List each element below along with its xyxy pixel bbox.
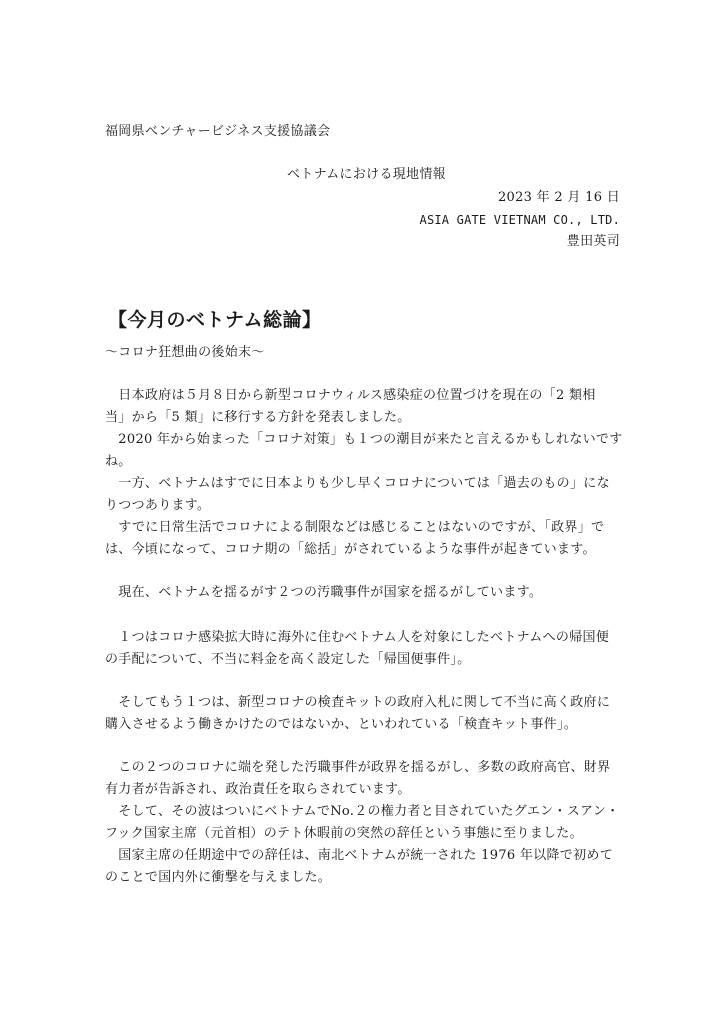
body-line: 2020 年から始まった「コロナ対策」も１つの潮目が来たと言えるかもしれないです bbox=[105, 432, 623, 447]
body-line: 日本政府は５月８日から新型コロナウィルス感染症の位置づけを現在の「2 類相 bbox=[105, 388, 596, 403]
body-line: すでに日常生活でコロナによる制限などは感じることはないのですが、「政界」で bbox=[105, 520, 605, 535]
body-line: そして、その波はついにベトナムでNo.２の権力者と目されていたグエン・スアン・ bbox=[105, 804, 620, 819]
body-line: ね。 bbox=[105, 454, 132, 469]
author-name: 豊田英司 bbox=[566, 234, 620, 249]
body-line: のことで国内外に衝撃を与えました。 bbox=[105, 870, 332, 885]
body-line: 現在、ベトナムを揺るがす２つの汚職事件が国家を揺るがしています。 bbox=[105, 585, 543, 600]
body-line: １つはコロナ感染拡大時に海外に住むベトナム人を対象にしたベトナムへの帰国便 bbox=[105, 630, 610, 645]
organization-name: 福岡県ベンチャービジネス支援協議会 bbox=[105, 124, 331, 139]
company-name: ASIA GATE VIETNAM CO., LTD. bbox=[419, 213, 620, 227]
body-line: 購入させるよう働きかけたのではないか、といわれている「検査キット事件」。 bbox=[105, 717, 578, 732]
body-line: は、今頃になって、コロナ期の「総括」がされているような事件が起きています。 bbox=[105, 542, 596, 557]
body-line: この２つのコロナに端を発した汚職事件が政界を揺るがし、多数の政府高官、財界 bbox=[105, 760, 611, 775]
body-line: そしてもう１つは、新型コロナの検査キットの政府入札に関して不当に高く政府に bbox=[105, 695, 611, 710]
body-line: 当」から「5 類」に移行する方針を発表しました。 bbox=[105, 410, 411, 425]
body-line: の手配について、不当に料金を高く設定した「帰国便事件」。 bbox=[105, 652, 471, 667]
article-subtitle: ～コロナ狂想曲の後始末～ bbox=[105, 345, 265, 360]
body-line: りつつあります。 bbox=[105, 498, 211, 513]
body-line: 国家主席の任期途中での辞任は、南北ベトナムが統一された 1976 年以降で初めて bbox=[105, 848, 613, 863]
body-line: 有力者が告訴され、政治責任を取らされています。 bbox=[105, 782, 411, 797]
article-title: 【今月のベトナム総論】 bbox=[108, 309, 322, 331]
document-subject: ベトナムにおける現地情報 bbox=[287, 167, 446, 182]
body-line: フック国家主席（元首相）のテト休暇前の突然の辞任という事態に至りました。 bbox=[105, 826, 583, 841]
document-date: 2023 年 2 月 16 日 bbox=[497, 190, 620, 205]
body-line: 一方、ベトナムはすでに日本よりも少し早くコロナについては「過去のもの」にな bbox=[105, 476, 610, 491]
